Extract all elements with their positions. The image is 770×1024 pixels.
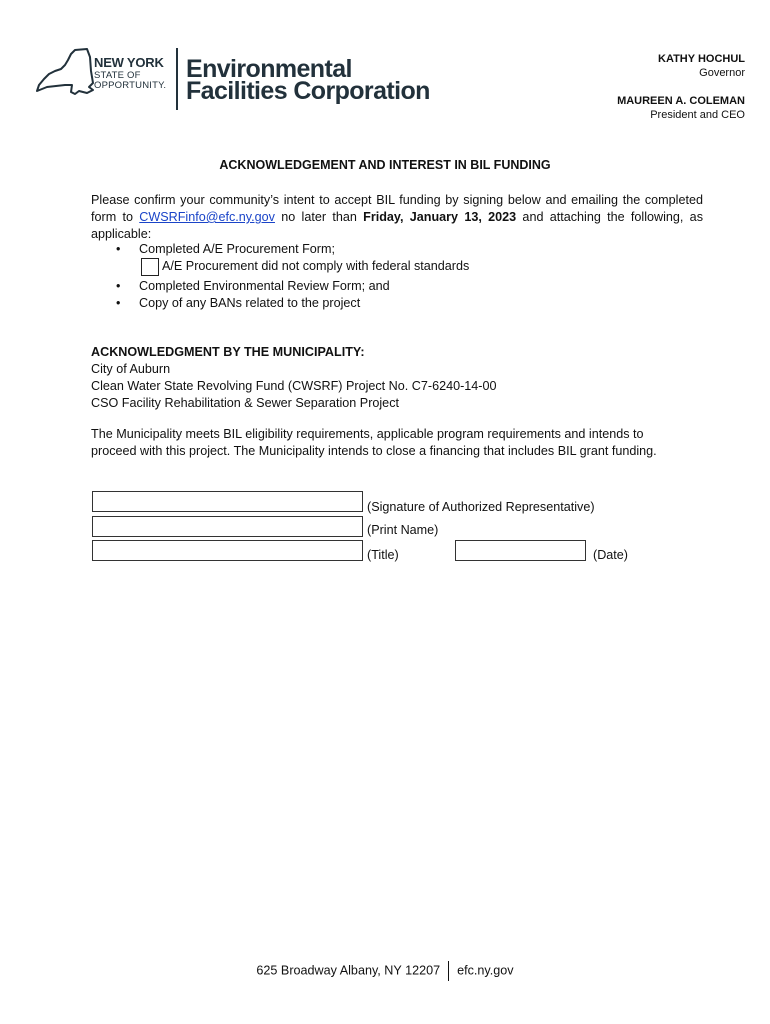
document-title: ACKNOWLEDGEMENT AND INTEREST IN BIL FUNDING — [219, 158, 551, 172]
ny-state-outline-icon — [35, 47, 95, 99]
logo-ny-line3: OPPORTUNITY. — [94, 80, 167, 91]
logo-efc-line1: Environmental — [186, 55, 352, 83]
governor-name: KATHY HOCHUL — [658, 53, 745, 65]
logo — [35, 45, 435, 115]
header-officials — [617, 52, 745, 122]
ceo-title: President and CEO — [650, 109, 745, 121]
bullet-text: Completed Environmental Review Form; and — [139, 279, 390, 293]
logo-divider — [176, 48, 178, 110]
project-name: CSO Facility Rehabilitation & Sewer Separation Project — [91, 396, 399, 410]
footer-website[interactable]: efc.ny.gov — [457, 963, 514, 978]
checkbox-label: A/E Procurement did not comply with federal standards — [162, 259, 470, 273]
title-field[interactable] — [92, 540, 363, 561]
ack-heading: ACKNOWLEDGMENT BY THE MUNICIPALITY: — [91, 345, 365, 359]
bullet-text: Completed A/E Procurement Form; — [139, 242, 335, 256]
municipality-name: City of Auburn — [91, 362, 171, 376]
footer-divider — [448, 961, 449, 981]
intro-paragraph — [91, 192, 703, 243]
intro-text-2: no later than — [274, 210, 364, 224]
title-label: (Title) — [367, 548, 399, 562]
footer-address: 625 Broadway Albany, NY 12207 — [256, 963, 441, 978]
logo-ny-line2: STATE OF — [94, 70, 141, 81]
ack-section — [91, 344, 703, 412]
signature-field[interactable] — [92, 491, 363, 512]
print-name-field[interactable] — [92, 516, 363, 537]
bullet-icon: • — [116, 296, 121, 310]
date-field[interactable] — [455, 540, 586, 561]
email-link[interactable]: CWSRFinfo@efc.ny.gov — [139, 210, 275, 224]
date-label: (Date) — [593, 548, 628, 562]
bullet-icon: • — [116, 242, 121, 256]
logo-efc-line2: Facilities Corporation — [186, 77, 430, 105]
ceo-name: MAUREEN A. COLEMAN — [617, 95, 745, 107]
project-number: Clean Water State Revolving Fund (CWSRF) Project No. C7-6240-14-00 — [91, 379, 497, 393]
signature-label: (Signature of Authorized Representative) — [367, 500, 595, 514]
governor-title: Governor — [699, 67, 745, 79]
bullet-text: Copy of any BANs related to the project — [139, 296, 361, 310]
deadline-date: Friday, January 13, 2023 — [363, 210, 517, 224]
print-name-label: (Print Name) — [367, 523, 439, 537]
logo-ny-line1: NEW YORK — [94, 55, 164, 70]
footer — [0, 961, 770, 981]
intro-text-3: and attaching the following, as applicable: — [91, 210, 703, 241]
eligibility-statement: The Municipality meets BIL eligibility requirements, applicable program requirements and intends to proceed with this project. The Municipality intends to close a financing that includes BIL grant funding. — [91, 427, 657, 458]
ae-noncompliance-checkbox[interactable] — [141, 258, 159, 276]
intro-text-1: Please confirm your community’s intent to accept BIL funding by signing below and emailing the completed form to — [91, 193, 703, 224]
bullet-icon: • — [116, 279, 121, 293]
